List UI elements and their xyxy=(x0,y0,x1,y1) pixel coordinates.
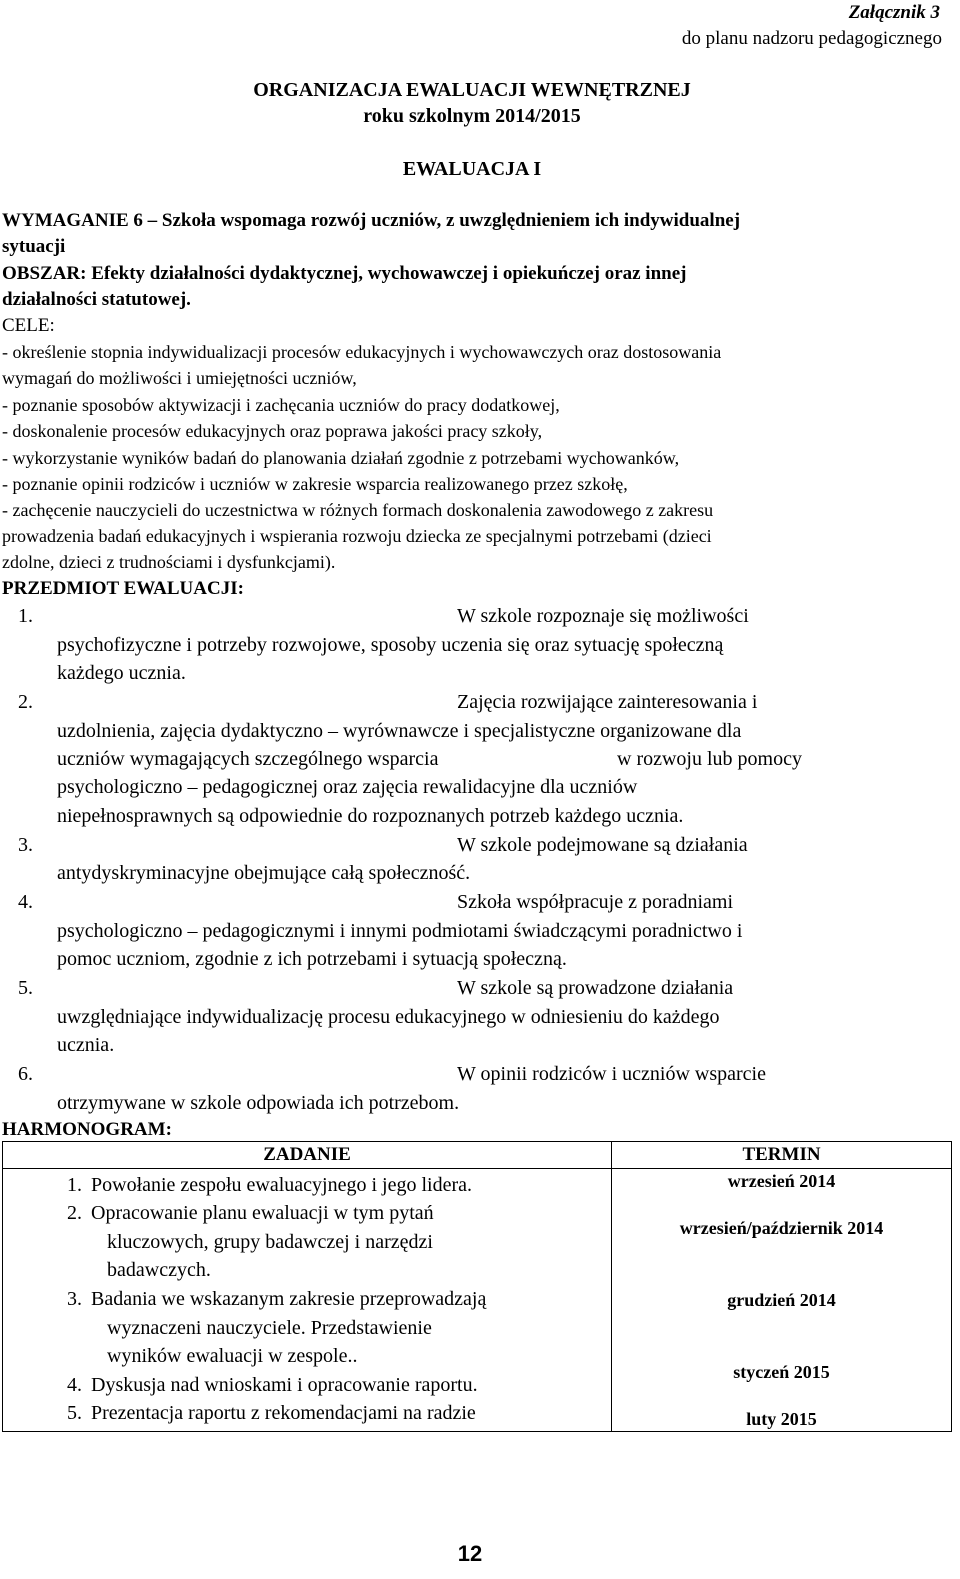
subject-item-text: psychologiczno – pedagogicznymi i innymi podmiotami świadczącymi poradnictwo i xyxy=(57,920,743,942)
term-value: wrzesień/październik 2014 xyxy=(679,1218,884,1238)
subject-item-text: psychologiczno – pedagogicznej oraz zajęcia rewalidacyjne dla uczniów xyxy=(57,776,638,798)
subject-item-text: niepełnosprawnych są odpowiednie do rozpoznanych potrzeb każdego ucznia. xyxy=(57,805,684,827)
subject-item-text: ucznia. xyxy=(57,1034,115,1056)
subject-item-text: W opinii rodziców i uczniów wsparcie xyxy=(457,1063,766,1085)
task-number: 1. xyxy=(67,1174,82,1196)
task-number: 3. xyxy=(67,1288,82,1310)
subject-item-number: 4. xyxy=(18,891,33,913)
subject-item-number: 5. xyxy=(18,977,33,999)
requirement-line-2: sytuacji xyxy=(2,236,66,257)
goal-line: prowadzenia badań edukacyjnych i wspierania rozwoju dziecka ze specjalnymi potrzebami (dzieci xyxy=(2,526,712,546)
goal-line: - poznanie opinii rodziców i uczniów w zakresie wsparcia realizowanego przez szkołę, xyxy=(2,474,628,494)
subject-heading: PRZEDMIOT EWALUACJI: xyxy=(2,578,244,599)
task-text: kluczowych, grupy badawczej i narzędzi xyxy=(107,1231,433,1253)
task-number: 5. xyxy=(67,1402,82,1424)
page-number: 12 xyxy=(457,1541,483,1566)
subject-item-text: antydyskryminacyjne obejmujące całą społeczność. xyxy=(57,862,471,884)
goal-line: - wykorzystanie wyników badań do planowania działań zgodnie z potrzebami wychowanków, xyxy=(2,448,680,468)
term-list xyxy=(612,1169,951,1431)
goal-line: - określenie stopnia indywidualizacji procesów edukacyjnych i wychowawczych oraz dostosowania xyxy=(2,342,722,362)
area-line-1: OBSZAR: Efekty działalności dydaktycznej, wychowawczej i opiekuńczej oraz innej xyxy=(2,263,687,284)
subject-item-text: Zajęcia rozwijające zainteresowania i xyxy=(457,691,758,713)
subject-item-number: 1. xyxy=(18,605,33,627)
task-text: Dyskusja nad wnioskami i opracowanie raportu. xyxy=(91,1374,478,1396)
term-value: grudzień 2014 xyxy=(727,1290,836,1310)
task-text: wyników ewaluacji w zespole.. xyxy=(107,1345,358,1367)
subject-item-text: w rozwoju lub pomocy xyxy=(617,748,802,770)
subject-item-text: każdego ucznia. xyxy=(57,662,186,684)
subject-item-number: 3. xyxy=(18,834,33,856)
task-text: Powołanie zespołu ewaluacyjnego i jego lidera. xyxy=(91,1174,472,1196)
task-text: wyznaczeni nauczyciele. Przedstawienie xyxy=(107,1317,432,1339)
subject-item-text: otrzymywane w szkole odpowiada ich potrzebom. xyxy=(57,1092,460,1114)
attachment-sublabel: do planu nadzoru pedagogicznego xyxy=(681,28,942,49)
requirement-line-1: WYMAGANIE 6 – Szkoła wspomaga rozwój uczniów, z uwzględnieniem ich indywidualnej xyxy=(2,210,741,231)
subject-item-text: psychofizyczne i potrzeby rozwojowe, sposoby uczenia się oraz sytuację społeczną xyxy=(57,634,724,656)
attachment-label: Załącznik 3 xyxy=(848,2,940,23)
schedule-header-row xyxy=(3,1142,952,1169)
term-value: styczeń 2015 xyxy=(733,1362,830,1382)
schedule-table xyxy=(2,1141,952,1432)
goal-line: zdolne, dzieci z trudnościami i dysfunkcjami). xyxy=(2,552,336,572)
term-value: wrzesień 2014 xyxy=(727,1171,836,1191)
term-cell xyxy=(612,1169,952,1432)
task-text: Prezentacja raportu z rekomendacjami na radzie xyxy=(91,1402,476,1424)
subject-item-number: 2. xyxy=(18,691,33,713)
task-cell xyxy=(3,1169,612,1432)
task-number: 2. xyxy=(67,1202,82,1224)
task-text: Opracowanie planu ewaluacji w tym pytań xyxy=(91,1202,434,1224)
task-text: badawczych. xyxy=(107,1259,211,1281)
task-column-header: ZADANIE xyxy=(3,1142,612,1169)
schedule-body-row xyxy=(3,1169,952,1432)
subject-item-text: uczniów wymagających szczególnego wsparcia xyxy=(57,748,439,770)
subject-item-text: pomoc uczniom, zgodnie z ich potrzebami i sytuacją społeczną. xyxy=(57,948,567,970)
task-text: Badania we wskazanym zakresie przeprowadzają xyxy=(91,1288,487,1310)
term-value: luty 2015 xyxy=(746,1409,817,1429)
subject-item-text: W szkole podejmowane są działania xyxy=(457,834,748,856)
subject-item-number: 6. xyxy=(18,1063,33,1085)
task-list xyxy=(3,1169,611,1431)
goals-heading: CELE: xyxy=(2,315,55,336)
goal-line: - poznanie sposobów aktywizacji i zachęcania uczniów do pracy dodatkowej, xyxy=(2,395,560,415)
subject-item-text: W szkole są prowadzone działania xyxy=(457,977,734,999)
goal-line: - doskonalenie procesów edukacyjnych oraz poprawa jakości pracy szkoły, xyxy=(2,421,543,441)
schedule-heading: HARMONOGRAM: xyxy=(2,1119,172,1140)
subject-item-text: Szkoła współpracuje z poradniami xyxy=(457,891,734,913)
document-title: ORGANIZACJA EWALUACJI WEWNĘTRZNEJ xyxy=(253,79,691,101)
task-number: 4. xyxy=(67,1374,82,1396)
subject-item-text: uwzględniające indywidualizację procesu edukacyjnego w odniesieniu do każdego xyxy=(57,1006,720,1028)
subject-item-text: uzdolnienia, zajęcia dydaktyczno – wyrównawcze i specjalistyczne organizowane dla xyxy=(57,720,742,742)
area-line-2: działalności statutowej. xyxy=(2,289,191,310)
term-column-header: TERMIN xyxy=(612,1142,952,1169)
goal-line: wymagań do możliwości i umiejętności uczniów, xyxy=(2,368,357,388)
goal-line: - zachęcenie nauczycieli do uczestnictwa w różnych formach doskonalenia zawodowego z zakresu xyxy=(2,500,714,520)
school-year: roku szkolnym 2014/2015 xyxy=(363,105,581,127)
evaluation-title: EWALUACJA I xyxy=(402,158,542,180)
subject-item-text: W szkole rozpoznaje się możliwości xyxy=(457,605,749,627)
